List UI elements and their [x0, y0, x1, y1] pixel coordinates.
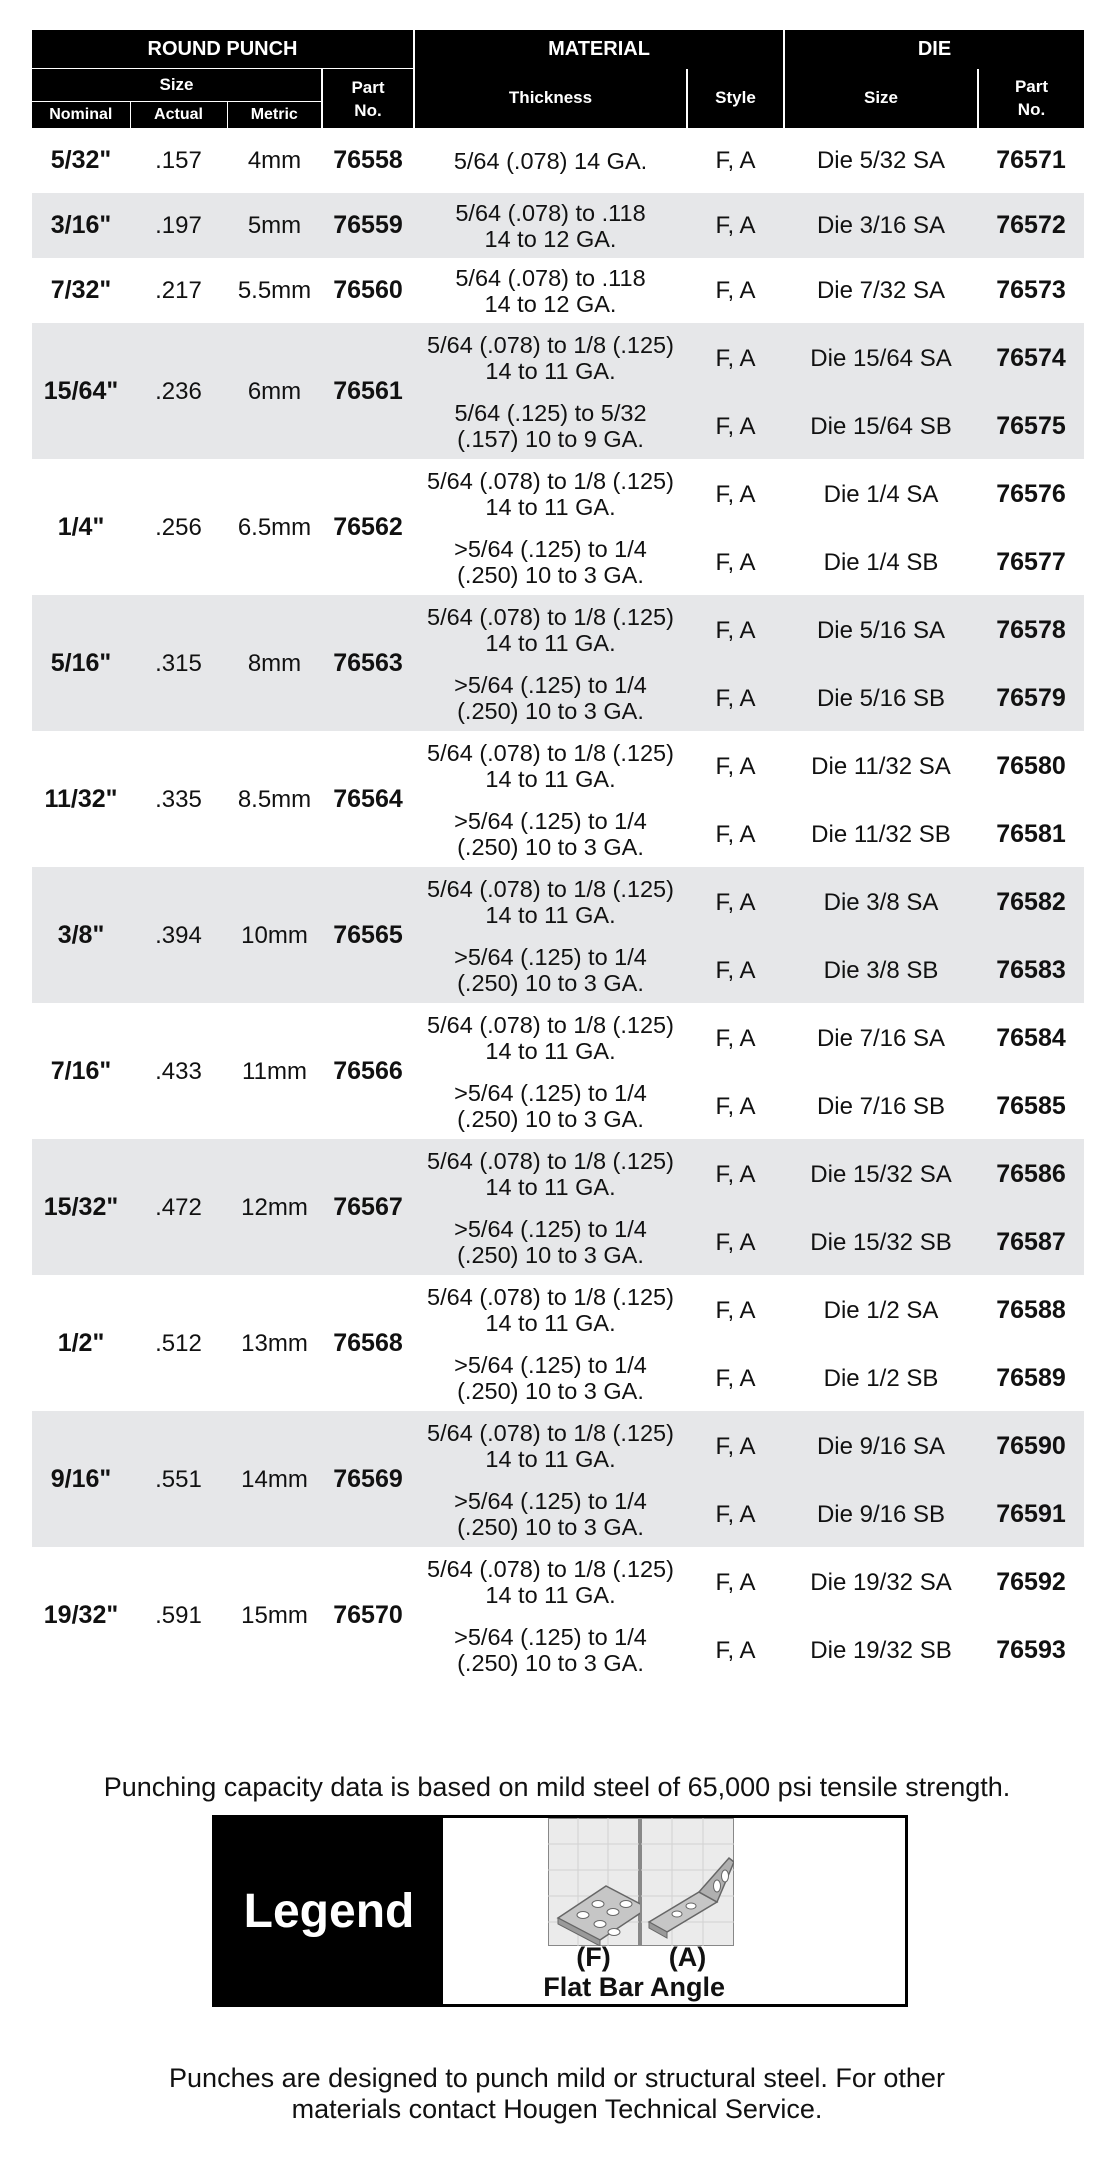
thickness-line-2: (.250) 10 to 3 GA. — [457, 834, 644, 860]
actual-size: .217 — [155, 277, 202, 304]
die-part-no: 76577 — [996, 547, 1066, 576]
thickness-line-2: 14 to 11 GA. — [485, 902, 616, 928]
style-cell: F, A — [715, 1364, 756, 1392]
metric-size: 14mm — [227, 1411, 322, 1547]
thickness-cell — [414, 1209, 687, 1275]
die-size: Die 3/8 SB — [784, 937, 978, 1003]
metric-size: 4mm — [247, 147, 302, 174]
nominal-size: 7/32" — [50, 276, 112, 304]
thickness-line-2: 14 to 11 GA. — [485, 1582, 616, 1608]
thickness-line-1: >5/64 (.125) to 1/4 — [454, 1624, 647, 1650]
header-die-size: Size — [784, 69, 978, 129]
angle-icon — [641, 1818, 734, 1946]
thickness-cell — [414, 1345, 687, 1411]
table-row — [32, 867, 1084, 937]
die-size: Die 19/32 SB — [810, 1636, 952, 1664]
thickness-line-2: 14 to 11 GA. — [485, 630, 616, 656]
thickness-cell — [414, 393, 687, 459]
die-part-no: 76583 — [978, 937, 1084, 1003]
punch-part-no: 76562 — [333, 512, 403, 541]
actual-size: .472 — [130, 1139, 227, 1275]
metric-size: 10mm — [227, 867, 322, 1003]
style-cell: F, A — [715, 480, 756, 508]
style-cell: F, A — [715, 820, 756, 848]
footer-note: Punches are designed to punch mild or structural steel. For other materials contact Hougen Technical Service. — [169, 2063, 945, 2124]
die-part-no: 76572 — [978, 193, 1084, 258]
die-size: Die 5/16 SA — [784, 595, 978, 665]
punch-part-no: 76569 — [322, 1411, 414, 1547]
die-size: Die 7/16 SB — [816, 1092, 946, 1120]
style-cell: F, A — [715, 752, 756, 780]
punch-part-no: 76561 — [322, 323, 414, 459]
style-cell: F, A — [687, 595, 784, 665]
thickness-line-1: 5/64 (.078) to 1/8 (.125) — [427, 1420, 674, 1446]
punch-die-table — [32, 30, 1084, 1683]
table-row — [32, 323, 1084, 393]
die-part-no: 76581 — [996, 819, 1066, 848]
thickness-line-2: (.250) 10 to 3 GA. — [457, 1242, 644, 1268]
flat-bar-icon — [548, 1818, 648, 1946]
nominal-size: 3/16" — [32, 193, 130, 258]
thickness-line-1: 5/64 (.078) to 1/8 (.125) — [427, 1284, 674, 1310]
thickness-line-2: (.250) 10 to 3 GA. — [457, 1514, 644, 1540]
thickness-cell — [414, 529, 687, 595]
thickness-cell — [414, 1547, 687, 1617]
die-part-no: 76589 — [996, 1363, 1066, 1392]
header-actual: Actual — [130, 102, 227, 129]
punch-part-no: 76570 — [333, 1600, 403, 1629]
style-cell: F, A — [687, 1139, 784, 1209]
thickness-cell — [414, 1481, 687, 1547]
header-nominal: Nominal — [32, 102, 130, 129]
table-row — [32, 1275, 1084, 1345]
actual-size: .394 — [130, 867, 227, 1003]
die-size: Die 5/16 SB — [784, 665, 978, 731]
style-cell: F, A — [715, 1296, 756, 1324]
die-part-no: 76585 — [996, 1091, 1066, 1120]
die-part-no: 76582 — [978, 867, 1084, 937]
thickness-line-1: >5/64 (.125) to 1/4 — [454, 1080, 647, 1106]
style-cell: F, A — [715, 1024, 756, 1052]
flat-code: (F) — [576, 1942, 611, 1972]
style-cell: F, A — [687, 665, 784, 731]
die-size: Die 1/4 SB — [823, 548, 939, 576]
die-size: Die 1/2 SA — [823, 1296, 939, 1324]
style-cell: F, A — [687, 193, 784, 258]
die-part-no: 76588 — [996, 1295, 1066, 1324]
die-size: Die 19/32 SA — [810, 1568, 952, 1596]
thickness-cell — [414, 258, 687, 323]
punch-part-no: 76559 — [322, 193, 414, 258]
thickness-line-2: (.250) 10 to 3 GA. — [457, 1378, 644, 1404]
table-row — [32, 128, 1084, 193]
metric-size: 5.5mm — [237, 277, 312, 304]
style-cell: F, A — [715, 1568, 756, 1596]
punch-part-no: 76566 — [333, 1056, 403, 1085]
table-row — [32, 731, 1084, 801]
thickness-cell — [414, 1003, 687, 1073]
die-part-no: 76575 — [978, 393, 1084, 459]
thickness-line-2: (.250) 10 to 3 GA. — [457, 970, 644, 996]
thickness-line-1: 5/64 (.078) to .118 — [455, 264, 646, 291]
style-cell: F, A — [715, 1092, 756, 1120]
header-style: Style — [687, 69, 784, 129]
thickness-line-1: 5/64 (.078) to .118 — [455, 199, 646, 226]
die-size: Die 11/32 SB — [811, 820, 951, 848]
thickness-line-1: 5/64 (.078) to 1/8 (.125) — [427, 1148, 674, 1174]
style-cell: F, A — [715, 277, 756, 304]
actual-size: .512 — [155, 1329, 202, 1357]
die-size: Die 9/16 SB — [784, 1481, 978, 1547]
header-die-part-no: Part No. — [978, 69, 1084, 129]
metric-size: 8.5mm — [237, 785, 312, 813]
header-punch-part-no: Part No. — [322, 69, 414, 129]
punch-part-no: 76563 — [322, 595, 414, 731]
style-cell: F, A — [687, 1411, 784, 1481]
style-cell: F, A — [687, 937, 784, 1003]
style-cell: F, A — [715, 548, 756, 576]
die-size: Die 7/16 SA — [816, 1024, 946, 1052]
metric-size: 15mm — [241, 1601, 308, 1629]
header-metric: Metric — [227, 102, 322, 129]
die-size: Die 15/64 SA — [784, 323, 978, 393]
die-part-no: 76580 — [996, 751, 1066, 780]
thickness-line-2: 14 to 12 GA. — [484, 290, 617, 317]
thickness-line-2: (.157) 10 to 9 GA. — [457, 426, 644, 452]
thickness-cell — [414, 867, 687, 937]
style-cell: F, A — [715, 1636, 756, 1664]
thickness-cell — [414, 665, 687, 731]
angle-name: Angle — [649, 1972, 725, 2002]
thickness-line-1: >5/64 (.125) to 1/4 — [454, 944, 647, 970]
thickness-line-2: (.250) 10 to 3 GA. — [457, 1650, 644, 1676]
die-size: Die 7/32 SA — [816, 277, 946, 304]
angle-code: (A) — [668, 1942, 707, 1972]
die-size: Die 15/64 SB — [784, 393, 978, 459]
nominal-size: 15/64" — [32, 323, 130, 459]
actual-size: .236 — [130, 323, 227, 459]
nominal-size: 7/16" — [50, 1056, 112, 1085]
die-size: Die 15/32 SB — [784, 1209, 978, 1275]
die-part-no: 76591 — [978, 1481, 1084, 1547]
nominal-size: 15/32" — [32, 1139, 130, 1275]
actual-size: .157 — [155, 147, 202, 174]
punch-part-no: 76560 — [333, 276, 403, 304]
style-cell: F, A — [687, 1209, 784, 1275]
style-cell: F, A — [687, 323, 784, 393]
thickness-line-2: 14 to 11 GA. — [485, 358, 616, 384]
metric-size: 11mm — [242, 1057, 307, 1085]
legend-title: Legend — [215, 1818, 443, 2004]
punch-part-no: 76564 — [333, 784, 403, 813]
thickness-line-1: >5/64 (.125) to 1/4 — [454, 1216, 647, 1242]
thickness-line-2: (.250) 10 to 3 GA. — [457, 1106, 644, 1132]
thickness-line-1: 5/64 (.078) to 1/8 (.125) — [427, 876, 674, 902]
style-cell: F, A — [687, 393, 784, 459]
nominal-size: 9/16" — [32, 1411, 130, 1547]
table-row — [32, 1547, 1084, 1617]
die-part-no: 76584 — [996, 1023, 1066, 1052]
die-part-no: 76578 — [978, 595, 1084, 665]
metric-size: 5mm — [227, 193, 322, 258]
die-part-no: 76587 — [978, 1209, 1084, 1275]
die-size: Die 3/8 SA — [784, 867, 978, 937]
punch-part-no: 76568 — [333, 1328, 403, 1357]
punch-part-no: 76567 — [322, 1139, 414, 1275]
nominal-size: 5/32" — [50, 146, 112, 174]
thickness-line-2: 14 to 11 GA. — [485, 1174, 616, 1200]
nominal-size: 1/4" — [57, 512, 105, 541]
thickness-line-1: >5/64 (.125) to 1/4 — [454, 1488, 647, 1514]
header-material: MATERIAL — [414, 30, 784, 69]
thickness-cell — [414, 731, 687, 801]
style-cell: F, A — [687, 1481, 784, 1547]
die-part-no: 76590 — [978, 1411, 1084, 1481]
thickness-line-2: 14 to 11 GA. — [485, 494, 616, 520]
table-row — [32, 1411, 1084, 1481]
die-size: Die 1/4 SA — [823, 480, 939, 508]
die-part-no: 76586 — [978, 1139, 1084, 1209]
capacity-note: Punching capacity data is based on mild steel of 65,000 psi tensile strength. — [103, 1772, 1011, 1802]
thickness-cell — [414, 1139, 687, 1209]
thickness-cell — [414, 1617, 687, 1683]
die-size: Die 1/2 SB — [823, 1364, 939, 1392]
thickness-line-2: (.250) 10 to 3 GA. — [457, 698, 644, 724]
actual-size: .335 — [155, 785, 202, 813]
thickness-cell — [414, 1073, 687, 1139]
die-part-no: 76593 — [996, 1635, 1066, 1664]
table-row — [32, 193, 1084, 258]
thickness-line-2: 14 to 11 GA. — [485, 1310, 616, 1336]
die-part-no: 76576 — [996, 479, 1066, 508]
thickness-line-1: 5/64 (.078) to 1/8 (.125) — [427, 468, 674, 494]
thickness-line-1: 5/64 (.078) to 1/8 (.125) — [427, 332, 674, 358]
thickness-cell — [414, 595, 687, 665]
thickness-line-1: 5/64 (.078) to 1/8 (.125) — [427, 1012, 674, 1038]
table-row — [32, 258, 1084, 323]
legend-illustrations — [548, 1818, 734, 1946]
die-size: Die 9/16 SA — [784, 1411, 978, 1481]
metric-size: 8mm — [227, 595, 322, 731]
flat-name: Flat Bar — [543, 1972, 644, 2002]
actual-size: .256 — [155, 513, 202, 541]
thickness-cell — [414, 1411, 687, 1481]
thickness-line-1: >5/64 (.125) to 1/4 — [454, 1352, 647, 1378]
style-cell: F, A — [715, 147, 756, 174]
thickness-cell — [414, 459, 687, 529]
actual-size: .433 — [155, 1057, 202, 1085]
punch-part-no: 76565 — [322, 867, 414, 1003]
die-part-no: 76579 — [978, 665, 1084, 731]
die-size: Die 15/32 SA — [784, 1139, 978, 1209]
nominal-size: 19/32" — [43, 1600, 119, 1629]
thickness-line-2: 14 to 11 GA. — [485, 766, 616, 792]
thickness-cell — [414, 1275, 687, 1345]
nominal-size: 1/2" — [57, 1328, 105, 1357]
die-size: Die 3/16 SA — [784, 193, 978, 258]
thickness-line-1: 5/64 (.078) to 1/8 (.125) — [427, 740, 674, 766]
actual-size: .551 — [130, 1411, 227, 1547]
thickness-cell — [414, 937, 687, 1003]
thickness-line-1: 5/64 (.078) to 1/8 (.125) — [427, 1556, 674, 1582]
actual-size: .315 — [130, 595, 227, 731]
thickness-cell — [414, 323, 687, 393]
nominal-size: 3/8" — [32, 867, 130, 1003]
die-size: Die 11/32 SA — [811, 752, 951, 780]
thickness-line-1: >5/64 (.125) to 1/4 — [454, 808, 647, 834]
punch-part-no: 76558 — [333, 146, 403, 174]
metric-size: 6.5mm — [237, 513, 312, 541]
header-die: DIE — [784, 30, 1084, 69]
table-row — [32, 595, 1084, 665]
thickness-line-1: >5/64 (.125) to 1/4 — [454, 672, 647, 698]
thickness-line-2: 14 to 11 GA. — [485, 1038, 616, 1064]
thickness-cell — [414, 128, 687, 193]
die-part-no: 76592 — [996, 1567, 1066, 1596]
thickness-line-2: (.250) 10 to 3 GA. — [457, 562, 644, 588]
metric-size: 12mm — [227, 1139, 322, 1275]
table-row — [32, 459, 1084, 529]
actual-size: .591 — [155, 1601, 202, 1629]
header-thickness: Thickness — [414, 69, 687, 129]
die-part-no: 76574 — [978, 323, 1084, 393]
thickness-line-1: >5/64 (.125) to 1/4 — [454, 536, 647, 562]
nominal-size: 5/16" — [32, 595, 130, 731]
thickness-line-2: 14 to 11 GA. — [485, 1446, 616, 1472]
metric-size: 13mm — [241, 1329, 308, 1357]
table-row — [32, 1003, 1084, 1073]
thickness-line-1: 5/64 (.078) 14 GA. — [453, 147, 648, 174]
thickness-line-2: 14 to 12 GA. — [484, 225, 617, 252]
header-size: Size — [32, 69, 322, 102]
die-size: Die 5/32 SA — [816, 147, 946, 174]
thickness-cell — [414, 193, 687, 258]
table-row — [32, 1139, 1084, 1209]
metric-size: 6mm — [227, 323, 322, 459]
style-cell: F, A — [687, 867, 784, 937]
actual-size: .197 — [130, 193, 227, 258]
legend-box — [212, 1815, 908, 2007]
die-part-no: 76573 — [996, 276, 1066, 304]
thickness-cell — [414, 801, 687, 867]
thickness-line-1: 5/64 (.078) to 1/8 (.125) — [427, 604, 674, 630]
die-part-no: 76571 — [996, 146, 1066, 174]
nominal-size: 11/32" — [44, 784, 118, 813]
thickness-line-1: 5/64 (.125) to 5/32 — [454, 400, 647, 426]
header-round-punch: ROUND PUNCH — [32, 30, 414, 69]
